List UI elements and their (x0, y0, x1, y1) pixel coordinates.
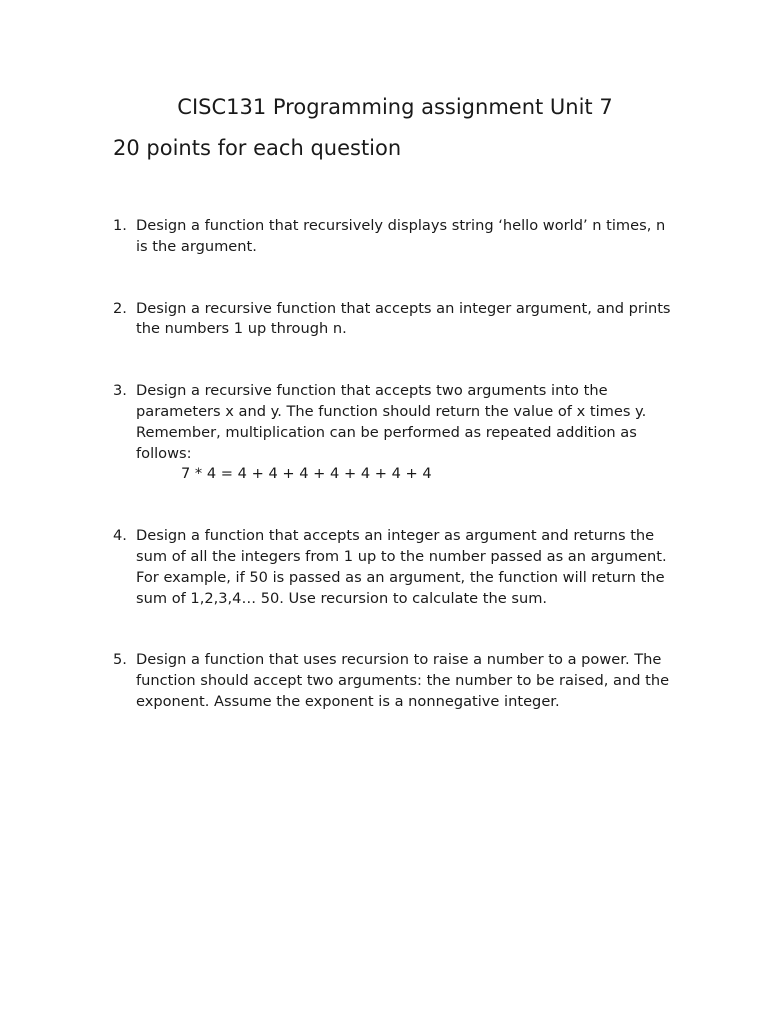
question-text: Design a recursive function that accepts two arguments into the parameters x and y. The function should return the value of x times y. Remember, multiplication can be performed as repeated addition as follows: (136, 382, 647, 462)
question-item-1 (113, 216, 693, 258)
question-text: Design a function that uses recursion to raise a number to a power. The function should accept two arguments: the number to be raised, and the exponent. Assume the exponent is a nonnegative integer. (136, 651, 670, 710)
question-text: Design a function that accepts an integer as argument and returns the sum of all the integers from 1 up to the number passed as an argument. For example, if 50 is passed as an argument, the function will return the sum of 1,2,3,4… 50. Use recursion to calculate the sum. (136, 527, 667, 607)
question-item-3 (113, 381, 693, 485)
question-text: Design a function that recursively displays string ‘hello world’ n times, n is the argument. (136, 217, 666, 255)
document-subtitle: 20 points for each question (113, 136, 402, 160)
question-item-2 (113, 299, 693, 341)
question-number: 4. (113, 527, 127, 545)
question-number: 3. (113, 382, 127, 400)
question-list (113, 216, 693, 713)
question-number: 2. (113, 299, 127, 317)
question-text: Design a recursive function that accepts an integer argument, and prints the numbers 1 up through n. (136, 299, 671, 338)
question-number: 5. (113, 651, 127, 669)
document-title: CISC131 Programming assignment Unit 7 (177, 95, 613, 119)
question-formula: 7 * 4 = 4 + 4 + 4 + 4 + 4 + 4 + 4 (181, 465, 432, 483)
question-item-5 (113, 650, 693, 712)
question-item-4 (113, 526, 693, 609)
question-number: 1. (113, 217, 127, 234)
